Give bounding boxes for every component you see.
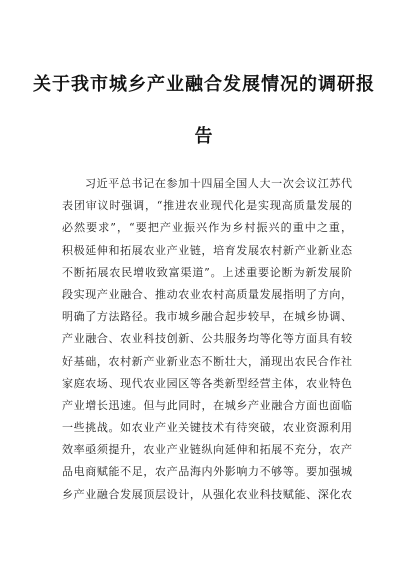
body-line: 品电商赋能不足，农产品海内外影响力不够等。要加强城 [62, 465, 352, 479]
body-line: 不断拓展农民增收致富渠道”。上述重要论断为新发展阶 [62, 265, 352, 279]
body-line: 段实现产业融合、推动农业农村高质量发展指明了方向， [62, 287, 352, 301]
body-line: 乡产业融合发展顶层设计，从强化农业科技赋能、深化农 [62, 487, 352, 501]
body-line: 产业融合、农业科技创新、公共服务均等化等方面具有较 [62, 332, 352, 346]
body-line: 家庭农场、现代农业园区等各类新型经营主体，农业特色 [62, 376, 352, 390]
body-line: 效率亟须提升，农业产业链纵向延伸和拓展不充分，农产 [62, 443, 352, 457]
body-line: 明确了方法路径。我市城乡融合起步较早，在城乡协调、 [62, 310, 352, 324]
body-line: 表团审议时强调，“推进农业现代化是实现高质量发展的 [62, 199, 352, 213]
document-title-line-1: 关于我市城乡产业融合发展情况的调研报 [33, 74, 375, 95]
body-line: 产业增长迅速。但与此同时，在城乡产业融合方面也面临 [62, 398, 352, 412]
body-line: 好基础，农村新产业新业态不断壮大，涌现出农民合作社 [62, 354, 352, 368]
document-title-line-2: 告 [194, 126, 214, 147]
body-line: 一些挑战。如农业产业关键技术有待突破，农业资源利用 [62, 421, 352, 435]
document-body [62, 173, 352, 506]
body-line: 积极延伸和拓展农业产业链，培育发展农村新产业新业态 [62, 243, 352, 257]
body-line: 习近平总书记在参加十四届全国人大一次会议江苏代 [85, 177, 352, 190]
body-line: 必然要求”，“要把产业振兴作为乡村振兴的重中之重， [62, 221, 352, 235]
